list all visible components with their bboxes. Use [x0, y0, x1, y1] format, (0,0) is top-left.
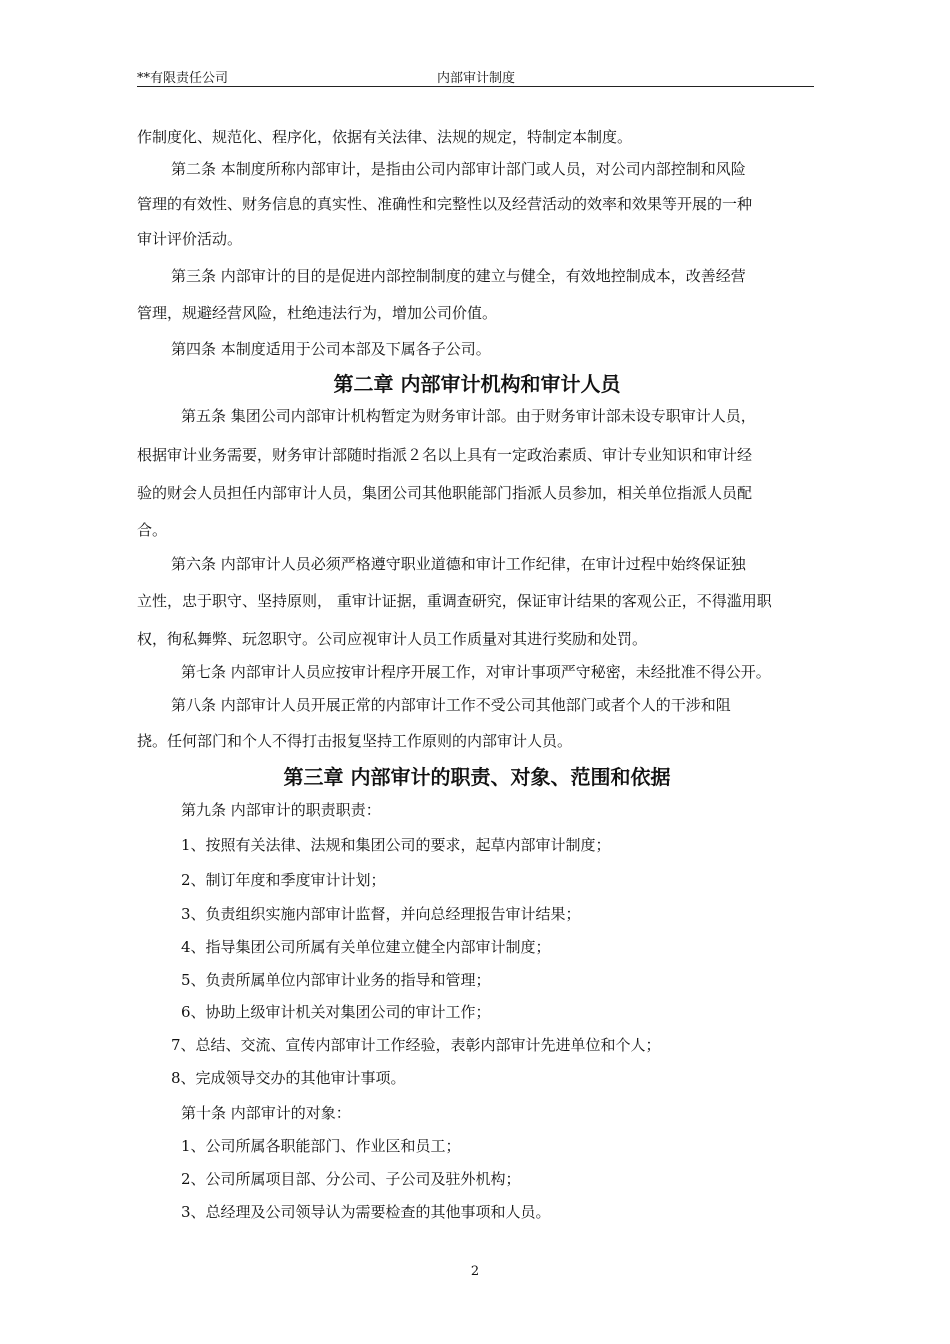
page-number: 2 — [470, 1264, 480, 1279]
list-item: 2、公司所属项目部、分公司、子公司及驻外机构； — [181, 1170, 521, 1188]
list-item: 5、负责所属单位内部审计业务的指导和管理； — [181, 971, 491, 989]
paragraph-line: 挠。任何部门和个人不得打击报复坚持工作原则的内部审计人员。 — [137, 732, 573, 750]
article-7-line: 第七条 内部审计人员应按审计程序开展工作，对审计事项严守秘密，未经批准不得公开。 — [181, 663, 771, 681]
chapter-3-heading: 第三章 内部审计的职责、对象、范围和依据 — [283, 765, 671, 789]
list-item: 1、公司所属各职能部门、作业区和员工； — [181, 1137, 461, 1155]
article-5-line: 第五条 集团公司内部审计机构暂定为财务审计部。由于财务审计部未设专职审计人员， — [181, 407, 756, 425]
paragraph-line: 合。 — [137, 521, 168, 539]
list-item: 4、指导集团公司所属有关单位建立健全内部审计制度； — [181, 938, 551, 956]
list-item: 2、制订年度和季度审计计划； — [181, 871, 386, 889]
chapter-2-heading: 第二章 内部审计机构和审计人员 — [333, 372, 621, 396]
paragraph-line: 根据审计业务需要，财务审计部随时指派２名以上具有一定政治素质、审计专业知识和审计经 — [137, 446, 753, 464]
paragraph-line: 管理的有效性、财务信息的真实性、准确性和完整性以及经营活动的效率和效果等开展的一种 — [137, 195, 753, 213]
header-title: 内部审计制度 — [437, 71, 516, 86]
article-8-line: 第八条 内部审计人员开展正常的内部审计工作不受公司其他部门或者个人的干涉和阻 — [171, 696, 731, 714]
paragraph-line: 审计评价活动。 — [137, 230, 243, 248]
article-4-line: 第四条 本制度适用于公司本部及下属各子公司。 — [171, 340, 491, 358]
page-header — [137, 66, 814, 87]
list-item: 3、总经理及公司领导认为需要检查的其他事项和人员。 — [181, 1203, 551, 1221]
paragraph-line: 作制度化、规范化、程序化，依据有关法律、法规的规定，特制定本制度。 — [137, 128, 633, 146]
header-company: **有限责任公司 — [137, 71, 229, 86]
article-3-line: 第三条 内部审计的目的是促进内部控制制度的建立与健全，有效地控制成本，改善经营 — [171, 267, 746, 285]
paragraph-line: 管理，规避经营风险，杜绝违法行为，增加公司价值。 — [137, 304, 498, 322]
list-item: 7、总结、交流、宣传内部审计工作经验，表彰内部审计先进单位和个人； — [171, 1036, 661, 1054]
list-item: 6、协助上级审计机关对集团公司的审计工作； — [181, 1003, 491, 1021]
list-item: 3、负责组织实施内部审计监督，并向总经理报告审计结果； — [181, 905, 581, 923]
article-10-line: 第十条 内部审计的对象： — [181, 1104, 351, 1122]
list-item: 8、完成领导交办的其他审计事项。 — [171, 1069, 406, 1087]
article-2-line: 第二条 本制度所称内部审计，是指由公司内部审计部门或人员，对公司内部控制和风险 — [171, 160, 746, 178]
paragraph-line: 立性，忠于职守、坚持原则， 重审计证据，重调查研究，保证审计结果的客观公正，不得滥用职 — [137, 592, 772, 610]
article-6-line: 第六条 内部审计人员必须严格遵守职业道德和审计工作纪律，在审计过程中始终保证独 — [171, 555, 746, 573]
paragraph-line: 验的财会人员担任内部审计人员，集团公司其他职能部门指派人员参加，相关单位指派人员配 — [137, 484, 753, 502]
article-9-line: 第九条 内部审计的职责职责： — [181, 801, 381, 819]
paragraph-line: 权，徇私舞弊、玩忽职守。公司应视审计人员工作质量对其进行奖励和处罚。 — [137, 630, 648, 648]
list-item: 1、按照有关法律、法规和集团公司的要求，起草内部审计制度； — [181, 836, 611, 854]
